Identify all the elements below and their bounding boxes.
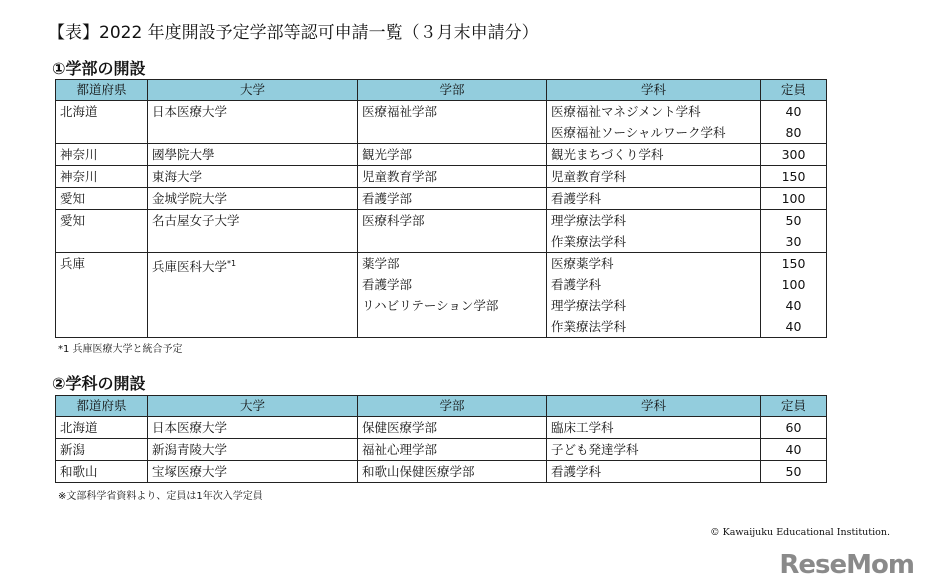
university-cell bbox=[148, 101, 358, 144]
section2-title: ②学科の開設 bbox=[52, 374, 146, 393]
footnote-mark: *1 bbox=[227, 259, 237, 268]
department: 児童教育学科 bbox=[551, 169, 627, 184]
department-cell bbox=[547, 210, 761, 253]
faculty: 看護学部 bbox=[362, 191, 413, 206]
faculty: 観光学部 bbox=[362, 147, 413, 162]
department-cell bbox=[547, 439, 761, 461]
university-cell bbox=[148, 166, 358, 188]
university: 名古屋女子大学 bbox=[152, 213, 240, 228]
faculty-cell bbox=[358, 188, 547, 210]
capacity: 100 bbox=[781, 191, 806, 206]
capacity: 60 bbox=[785, 420, 802, 435]
faculty-cell bbox=[358, 461, 547, 483]
department: 理学療法学科 bbox=[551, 298, 627, 313]
faculty-table bbox=[55, 79, 827, 338]
column-header: 都道府県 bbox=[56, 80, 148, 101]
department-cell bbox=[547, 253, 761, 338]
university-cell bbox=[148, 417, 358, 439]
department-cell bbox=[547, 417, 761, 439]
capacity-cell bbox=[761, 253, 827, 338]
footnote-2: ※文部科学省資料より、定員は1年次入学定員 bbox=[58, 491, 263, 502]
prefecture: 愛知 bbox=[60, 191, 86, 206]
faculty-cell bbox=[358, 144, 547, 166]
capacity-cell bbox=[761, 210, 827, 253]
column-header: 学科 bbox=[547, 80, 761, 101]
faculty-cell bbox=[358, 253, 547, 338]
faculty: 医療福祉学部 bbox=[362, 104, 438, 119]
prefecture-cell bbox=[56, 188, 148, 210]
department: 医療福祉マネジメント学科 bbox=[551, 104, 701, 119]
faculty-cell bbox=[358, 417, 547, 439]
capacity-cell bbox=[761, 417, 827, 439]
header-row bbox=[56, 396, 827, 417]
capacity: 30 bbox=[785, 234, 802, 249]
prefecture: 新潟 bbox=[60, 442, 86, 457]
university: 金城学院大学 bbox=[152, 191, 228, 206]
department-cell bbox=[547, 101, 761, 144]
department: 医療薬学科 bbox=[551, 256, 614, 271]
capacity: 80 bbox=[785, 125, 802, 140]
capacity-cell bbox=[761, 439, 827, 461]
section1-title: ①学部の開設 bbox=[52, 59, 146, 78]
prefecture-cell bbox=[56, 166, 148, 188]
faculty-cell bbox=[358, 166, 547, 188]
table-row bbox=[56, 210, 827, 253]
faculty: 保健医療学部 bbox=[362, 420, 438, 435]
university-cell bbox=[148, 144, 358, 166]
faculty-cell bbox=[358, 101, 547, 144]
faculty: 看護学部 bbox=[362, 277, 413, 292]
column-header: 大学 bbox=[148, 80, 358, 101]
faculty: 福祉心理学部 bbox=[362, 442, 438, 457]
capacity: 100 bbox=[781, 277, 806, 292]
university-cell bbox=[148, 461, 358, 483]
table-row bbox=[56, 188, 827, 210]
capacity-cell bbox=[761, 101, 827, 144]
department: 子ども発達学科 bbox=[551, 442, 639, 457]
university: 新潟青陵大学 bbox=[152, 442, 228, 457]
footnote-1: *1 兵庫医療大学と統合予定 bbox=[58, 344, 183, 355]
department-cell bbox=[547, 461, 761, 483]
capacity: 150 bbox=[781, 169, 806, 184]
faculty-cell bbox=[358, 439, 547, 461]
faculty-cell bbox=[358, 210, 547, 253]
resemom-logo: ReseMom bbox=[779, 550, 914, 580]
copyright: © Kawaijuku Educational Institution. bbox=[710, 527, 890, 538]
department-table bbox=[55, 395, 827, 483]
faculty: リハビリテーション学部 bbox=[362, 298, 499, 313]
table-row bbox=[56, 166, 827, 188]
capacity: 150 bbox=[781, 256, 806, 271]
department: 看護学科 bbox=[551, 191, 602, 206]
table-row bbox=[56, 461, 827, 483]
capacity: 50 bbox=[785, 464, 802, 479]
prefecture: 愛知 bbox=[60, 213, 86, 228]
faculty: 和歌山保健医療学部 bbox=[362, 464, 475, 479]
prefecture-cell bbox=[56, 461, 148, 483]
capacity: 50 bbox=[785, 213, 802, 228]
table-row bbox=[56, 101, 827, 144]
university: 宝塚医療大学 bbox=[152, 464, 228, 479]
prefecture-cell bbox=[56, 101, 148, 144]
column-header: 学部 bbox=[358, 80, 547, 101]
prefecture: 北海道 bbox=[60, 104, 98, 119]
capacity: 40 bbox=[785, 104, 802, 119]
department: 作業療法学科 bbox=[551, 234, 627, 249]
department: 看護学科 bbox=[551, 277, 602, 292]
table-row bbox=[56, 144, 827, 166]
column-header: 学科 bbox=[547, 396, 761, 417]
faculty: 医療科学部 bbox=[362, 213, 425, 228]
department: 理学療法学科 bbox=[551, 213, 627, 228]
department: 観光まちづくり学科 bbox=[551, 147, 664, 162]
column-header: 学部 bbox=[358, 396, 547, 417]
department-cell bbox=[547, 166, 761, 188]
department: 臨床工学科 bbox=[551, 420, 614, 435]
prefecture-cell bbox=[56, 253, 148, 338]
capacity: 300 bbox=[781, 147, 806, 162]
column-header: 都道府県 bbox=[56, 396, 148, 417]
capacity: 40 bbox=[785, 319, 802, 334]
capacity-cell bbox=[761, 188, 827, 210]
university: 日本医療大学 bbox=[152, 420, 228, 435]
university: 日本医療大学 bbox=[152, 104, 228, 119]
faculty: 児童教育学部 bbox=[362, 169, 438, 184]
prefecture-cell bbox=[56, 417, 148, 439]
prefecture: 北海道 bbox=[60, 420, 98, 435]
department-cell bbox=[547, 144, 761, 166]
column-header: 定員 bbox=[761, 80, 827, 101]
prefecture: 神奈川 bbox=[60, 147, 98, 162]
department: 医療福祉ソーシャルワーク学科 bbox=[551, 125, 726, 140]
university-cell bbox=[148, 439, 358, 461]
prefecture: 神奈川 bbox=[60, 169, 98, 184]
table-row bbox=[56, 253, 827, 338]
capacity: 40 bbox=[785, 442, 802, 457]
department: 看護学科 bbox=[551, 464, 602, 479]
prefecture: 和歌山 bbox=[60, 464, 98, 479]
table-row bbox=[56, 439, 827, 461]
prefecture-cell bbox=[56, 144, 148, 166]
university-cell bbox=[148, 253, 358, 338]
page-title: 【表】2022 年度開設予定学部等認可申請一覧（３月末申請分） bbox=[48, 23, 539, 43]
table-row bbox=[56, 417, 827, 439]
prefecture-cell bbox=[56, 439, 148, 461]
column-header: 定員 bbox=[761, 396, 827, 417]
capacity-cell bbox=[761, 144, 827, 166]
university: 國學院大學 bbox=[152, 147, 215, 162]
department: 作業療法学科 bbox=[551, 319, 627, 334]
university: 東海大学 bbox=[152, 169, 203, 184]
capacity-cell bbox=[761, 166, 827, 188]
university: 兵庫医科大学 bbox=[152, 259, 228, 275]
department-cell bbox=[547, 188, 761, 210]
university-cell bbox=[148, 188, 358, 210]
prefecture-cell bbox=[56, 210, 148, 253]
column-header: 大学 bbox=[148, 396, 358, 417]
capacity-cell bbox=[761, 461, 827, 483]
university-cell bbox=[148, 210, 358, 253]
faculty: 薬学部 bbox=[362, 256, 400, 271]
capacity: 40 bbox=[785, 298, 802, 313]
header-row bbox=[56, 80, 827, 101]
prefecture: 兵庫 bbox=[60, 256, 86, 271]
